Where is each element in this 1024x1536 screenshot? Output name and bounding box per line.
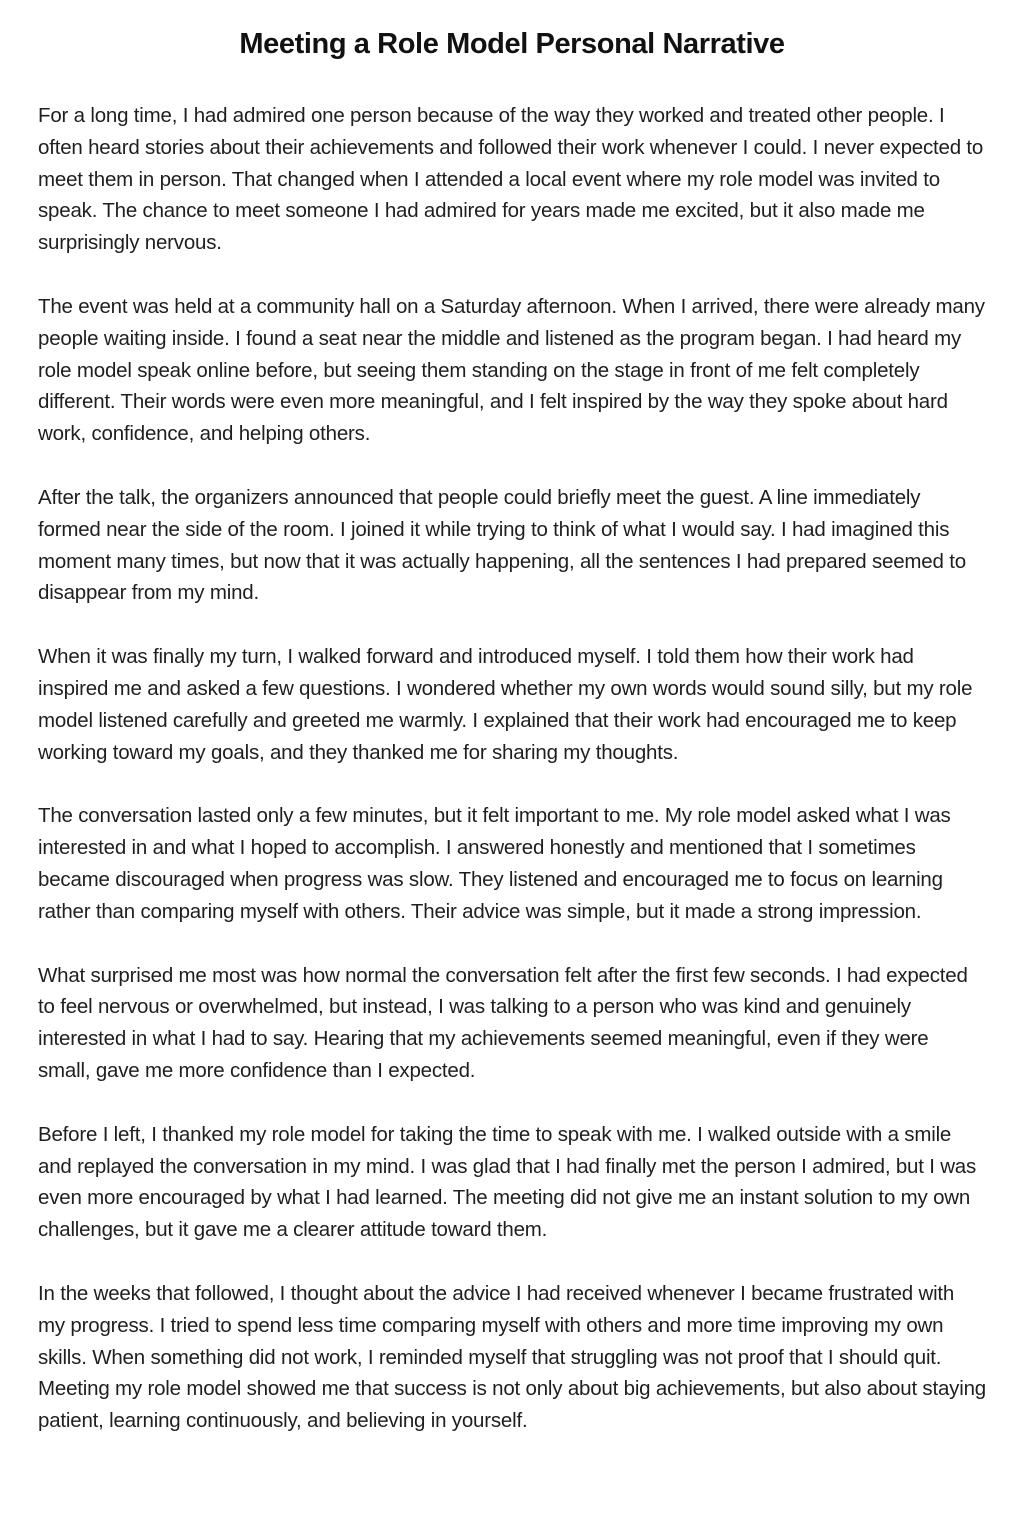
paragraph-8: In the weeks that followed, I thought about the advice I had received whenever I became frustrated with my progress. I tried to spend less time comparing myself with others and more time improving my own skills. When something did not work, I reminded myself that struggling was not proof that I should quit. Meeting my role model showed me that success is not only about big achievements, but also about staying patient, learning continuously, and believing in yourself. bbox=[38, 1281, 986, 1433]
paragraph-3: After the talk, the organizers announced that people could briefly meet the guest. A line immediately formed near the side of the room. I joined it while trying to think of what I would say. I had imagined this moment many times, but now that it was actually happening, all the sentences I had prepared seemed to disappear from my mind. bbox=[38, 485, 966, 605]
paragraph-7: Before I left, I thanked my role model for taking the time to speak with me. I walked outside with a smile and replayed the conversation in my mind. I was glad that I had finally met the person I admired, but I was even more encouraged by what I had learned. The meeting did not give me an instant solution to my own challenges, but it gave me a clearer attitude toward them. bbox=[38, 1122, 977, 1242]
paragraph-6: What surprised me most was how normal the conversation felt after the first few seconds. I had expected to feel nervous or overwhelmed, but instead, I was talking to a person who was kind and genuinely interested in what I had to say. Hearing that my achievements seemed meaningful, even if they were small, gave me more confidence than I expected. bbox=[38, 963, 968, 1082]
paragraph-1: For a long time, I had admired one person because of the way they worked and treated other people. I often heard stories about their achievements and followed their work whenever I could. I never expected to meet them in person. That changed when I attended a local event where my role model was invited to speak. The chance to meet someone I had admired for years made me excited, but it also made me surprisingly nervous. bbox=[38, 104, 984, 255]
paragraph-2: The event was held at a community hall on a Saturday afternoon. When I arrived, there were already many people waiting inside. I found a seat near the middle and listened as the program began. I had heard my role model speak online before, but seeing them standing on the stage in front of me felt completely different. Their words were even more meaningful, and I felt inspired by the way they spoke about hard work, confidence, and helping others. bbox=[38, 294, 985, 446]
document-title: Meeting a Role Model Personal Narrative bbox=[239, 28, 785, 60]
paragraph-4: When it was finally my turn, I walked forward and introduced myself. I told them how their work had inspired me and asked a few questions. I wondered whether my own words would sound silly, but my role model listened carefully and greeted me warmly. I explained that their work had encouraged me to keep working toward my goals, and they thanked me for sharing my thoughts. bbox=[38, 645, 973, 764]
paragraph-5: The conversation lasted only a few minutes, but it felt important to me. My role model asked what I was interested in and what I hoped to accomplish. I answered honestly and mentioned that I sometimes became discouraged when progress was slow. They listened and encouraged me to focus on learning rather than comparing myself with others. Their advice was simple, but it made a strong impression. bbox=[38, 804, 951, 923]
